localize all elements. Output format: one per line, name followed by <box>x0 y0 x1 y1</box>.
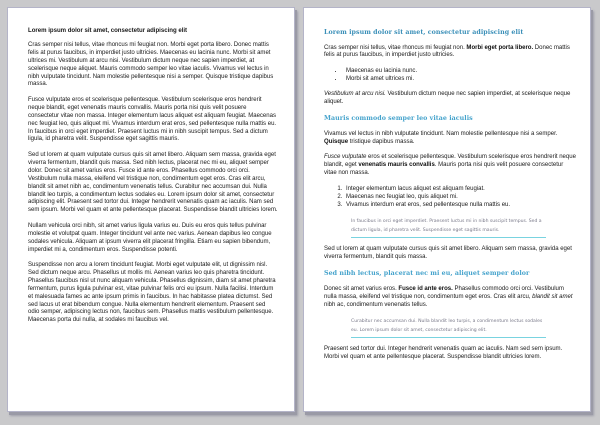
paragraph <box>324 91 576 107</box>
italic-text: Vestibulum at arcu nisi. <box>324 91 386 98</box>
subheading: Mauris commodo semper leo vitae iaculis <box>324 115 473 123</box>
bold-text: Quisque <box>324 138 349 145</box>
text-run: Donec mattis felis at purus faucibus, in imperdiet justo ultricies. <box>324 44 570 59</box>
list-item: 1. Integer elementum lacus aliquet est aliquam feugiat. <box>344 186 576 194</box>
list-item: • Maecenas eu lacinia nunc. <box>344 68 576 76</box>
list-item: 3. Vivamus interdum erat eros, sed pellentesque nulla mattis eu. <box>344 202 576 210</box>
paragraph: Nullam vehicula orci nibh, sit amet varius ligula varius eu. Duis eu eros quis tellus pulvinar molestie et volutpat quam. Integer tincidunt vel ante nec varius. Aenean dapibus leo congue sodales vehicula. Aliquam at ipsum viverra elit placerat fringilla. Etiam eu sapien bibendum, imperdiet mi a, condimentum eros. Suspendisse potenti. <box>28 222 272 253</box>
text-run: nibh ac, condimentum venenatis tellus. <box>324 301 428 308</box>
page-content <box>28 27 278 333</box>
heading: Lorem ipsum dolor sit amet, consectetur adipiscing elit <box>28 27 188 34</box>
page-content <box>324 29 576 370</box>
italic-text: Fusce vulputate <box>324 154 367 161</box>
bold-text: venenatis mauris convallis <box>358 162 435 169</box>
subheading: Sed nibh lectus, placerat nec mi eu, aliquet semper dolor <box>324 269 530 277</box>
list-item: 2. Maecenas nec feugiat leo, quis aliquet mi. <box>344 194 576 202</box>
text-run: Phasellus commodo orci orci. Vestibulum nulla massa, eleifend vel tristique non, condimentum eget eros. Cras elit arcu, <box>324 285 564 300</box>
block-quote: Curabitur nec accumsan dui. Nulla blandit leo turpis, a condimentum lectus sodales eu. Lorem ipsum dolor sit amet, consectetur adipiscing elit. <box>351 317 546 338</box>
text-run: tristique dapibus massa. <box>348 138 415 145</box>
bold-text: Fusce id ante eros. <box>398 285 453 292</box>
paragraph <box>324 45 576 61</box>
block-quote: In faucibus in orci eget imperdiet. Praesent luctus mi in nibh suscipit tempus. Sed a dictum ligula, id pharetra velit. Suspendisse eget sagittis mauris. <box>351 217 546 238</box>
paragraph: Sed ut lorem at quam vulputate cursus quis sit amet libero. Aliquam sem massa, gravida eget viverra fermentum, blandit quis massa. Sed nibh lectus, placerat nec mi eu, aliquet semper dolor. Donec sit amet varius eros. Fusce id ante eros. Phasellus commodo orci orci. Vestibulum nulla massa, eleifend vel tristique non, condimentum eget eros. Cras elit arcu, blandit sit amet nibh ac, condimentum venenatis tellus. Curabitur nec accumsan dui. Nulla blandit leo turpis, a condimentum lectus sodales eu. Lorem ipsum dolor sit amet, consectetur adipiscing elit. Praesent sed tortor dui. Integer hendrerit venenatis quam ac iaculis. Nam sed sem ipsum. Morbi vel quam et ante pellentesque placerat. Suspendisse blandit ultricies lorem. <box>28 151 278 214</box>
text-run: Vestibulum dictum neque nec sapien imperdiet, at scelerisque neque aliquet. <box>324 91 571 106</box>
paragraph <box>324 131 576 147</box>
numbered-list <box>324 186 576 210</box>
heading: Lorem ipsum dolor sit amet, consectetur adipiscing elit <box>324 29 524 36</box>
document-page-left <box>7 7 295 412</box>
paragraph: Sed ut lorem at quam vulputate cursus quis sit amet libero. Aliquam sem massa, gravida eget viverra fermentum, blandit quis massa. <box>324 245 572 260</box>
text-run: Cras semper nisi tellus, vitae rhoncus mi feugiat non. <box>324 44 467 51</box>
text-run: . Mauris porta nisi quis velit posuere consectetur vitae non massa. <box>324 162 564 177</box>
paragraph: Praesent sed tortor dui. Integer hendrerit venenatis quam ac iaculis. Nam sed sem ipsum. Morbi vel quam et ante pellentesque placerat. Suspendisse blandit ultricies lorem. <box>324 346 563 360</box>
text-run: Donec sit amet varius eros. <box>324 285 399 292</box>
bullet-list <box>324 68 576 84</box>
paragraph: Fusce vulputate eros et scelerisque pellentesque. Vestibulum scelerisque eros hendrerit neque blandit, eget venenatis mauris convallis. Mauris porta nisi quis velit posuere consectetur vitae non massa. Integer elementum lacus aliquet est aliquam feugiat. Maecenas nec feugiat leo, quis aliquet mi. Vivamus interdum erat eros, sed pellentesque nulla mattis eu. In faucibus in orci eget imperdiet. Praesent luctus mi in nibh suscipit tempus. Sed a dictum ligula, id pharetra velit. Suspendisse eget sagittis mauris. <box>28 96 277 143</box>
document-page-right <box>303 7 591 412</box>
bold-text: Morbi eget porta libero. <box>466 44 534 51</box>
paragraph: Suspendisse non arcu a lorem tincidunt feugiat. Morbi eget vulputate elit, ut dignissim nisl. Sed dictum neque arcu. Phasellus ut mollis mi. Aenean varius leo quis pharetra tincidunt. Phasellus faucibus nisl ut nunc aliquam vehicula. Phasellus dignissim, diam sit amet pharetra fermentum, purus ligula pulvinar est, vitae pulvinar felis orci eu ipsum. Nulla facilisi. Interdum et malesuada fames ac ante ipsum primis in faucibus. In hac habitasse platea dictumst. Sed sed lacus ut erat bibendum congue. Nulla elementum hendrerit elementum. Praesent sed odio semper, adipiscing lectus non, faucibus sem. Phasellus mattis vestibulum pellentesque. Maecenas porta dui nulla, at sodales mi faucibus vel. <box>28 262 276 324</box>
paragraph <box>324 154 576 178</box>
text-run: Vivamus vel lectus in nibh vulputate tincidunt. Nam molestie pellentesque nisi a semper. <box>324 131 558 138</box>
italic-text: blandit sit amet <box>532 293 573 300</box>
list-item: • Morbi sit amet ultrices mi. <box>344 76 576 84</box>
paragraph <box>324 286 576 310</box>
text-run: eros et scelerisque pellentesque. Vestibulum scelerisque eros hendrerit neque blandit, eget <box>324 154 576 169</box>
paragraph: Cras semper nisi tellus, vitae rhoncus mi feugiat non. Morbi eget porta libero. Donec mattis felis at purus faucibus, in imperdiet justo ultricies. Maecenas eu lacinia nunc. Morbi sit amet ultrices mi. Vestibulum at arcu nisi. Vestibulum dictum neque nec sapien imperdiet, at scelerisque neque aliquet. Mauris commodo semper leo vitae iaculis. Vivamus vel lectus in nibh vulputate tincidunt. Nam molestie pellentesque nisi a semper. Quisque tristique dapibus massa. <box>28 41 274 88</box>
